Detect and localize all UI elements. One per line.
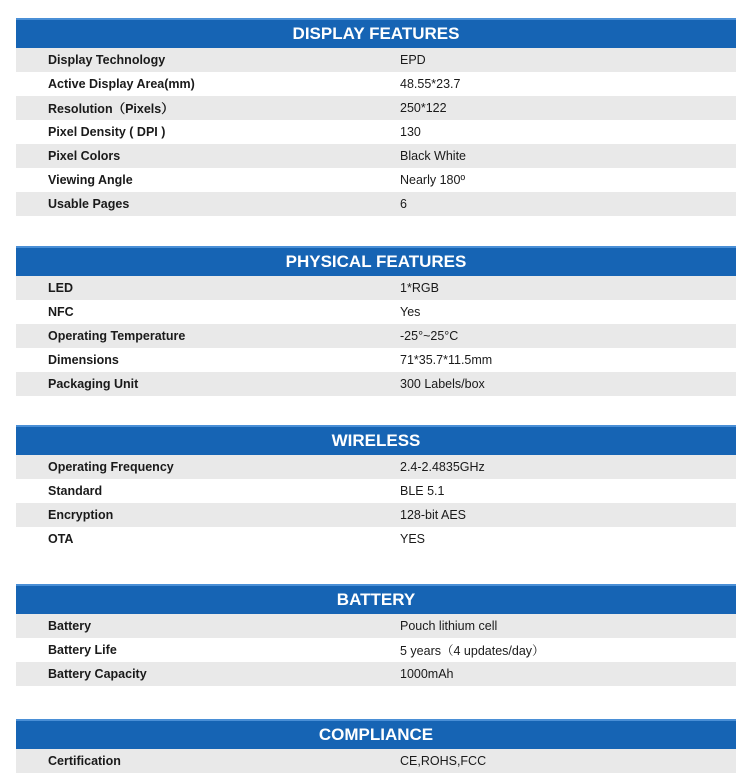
display-features-section <box>16 18 736 216</box>
spec-row <box>16 372 736 396</box>
spec-label: Viewing Angle <box>48 173 133 187</box>
spec-value: EPD <box>400 53 426 67</box>
spec-label: Operating Temperature <box>48 329 186 343</box>
spec-row <box>16 503 736 527</box>
spec-label: Certification <box>48 754 121 768</box>
spec-value: 300 Labels/box <box>400 377 485 391</box>
spec-value: Black White <box>400 149 466 163</box>
spec-label: Battery Capacity <box>48 667 147 681</box>
spec-label: Operating Frequency <box>48 460 174 474</box>
physical-features-section <box>16 246 736 396</box>
section-title: BATTERY <box>16 584 736 614</box>
spec-row <box>16 192 736 216</box>
spec-value: Nearly 180º <box>400 173 466 187</box>
spec-row <box>16 479 736 503</box>
spec-label: Dimensions <box>48 353 119 367</box>
section-title: DISPLAY FEATURES <box>16 18 736 48</box>
spec-row <box>16 638 736 662</box>
spec-label: Encryption <box>48 508 114 522</box>
spec-row <box>16 527 736 551</box>
spec-value: 2.4-2.4835GHz <box>400 460 485 474</box>
spec-value: CE,ROHS,FCC <box>400 754 487 768</box>
spec-label: Pixel Density ( DPI ) <box>48 125 166 139</box>
spec-row <box>16 662 736 686</box>
compliance-section <box>16 719 736 773</box>
spec-row <box>16 168 736 192</box>
spec-row <box>16 455 736 479</box>
section-title: COMPLIANCE <box>16 719 736 749</box>
spec-value: 48.55*23.7 <box>400 77 461 91</box>
spec-row <box>16 348 736 372</box>
spec-row <box>16 324 736 348</box>
spec-row <box>16 120 736 144</box>
spec-row <box>16 72 736 96</box>
spec-value: 71*35.7*11.5mm <box>400 353 493 367</box>
spec-value: Yes <box>400 305 421 319</box>
spec-label: Battery <box>48 619 92 633</box>
spec-label: Resolution（Pixels） <box>48 102 174 116</box>
spec-value: 1000mAh <box>400 667 454 681</box>
spec-row <box>16 614 736 638</box>
spec-label: Display Technology <box>48 53 166 67</box>
spec-value: 5 years（4 updates/day） <box>400 644 545 658</box>
spec-row <box>16 48 736 72</box>
spec-label: NFC <box>48 305 74 319</box>
spec-label: Packaging Unit <box>48 377 139 391</box>
spec-value: 6 <box>400 197 407 211</box>
spec-label: Usable Pages <box>48 197 130 211</box>
spec-row <box>16 96 736 120</box>
battery-section <box>16 584 736 686</box>
spec-value: YES <box>400 532 426 546</box>
spec-value: -25°~25°C <box>400 329 459 343</box>
spec-value: 130 <box>400 125 421 139</box>
spec-value: Pouch lithium cell <box>400 619 498 633</box>
spec-value: 1*RGB <box>400 281 439 295</box>
wireless-section <box>16 425 736 551</box>
spec-label: Active Display Area(mm) <box>48 77 195 91</box>
spec-row <box>16 749 736 773</box>
spec-label: Standard <box>48 484 103 498</box>
spec-label: Battery Life <box>48 643 117 657</box>
spec-label: Pixel Colors <box>48 149 121 163</box>
spec-row <box>16 144 736 168</box>
spec-row <box>16 276 736 300</box>
spec-value: BLE 5.1 <box>400 484 445 498</box>
section-title: WIRELESS <box>16 425 736 455</box>
spec-row <box>16 300 736 324</box>
spec-label: OTA <box>48 532 74 546</box>
spec-label: LED <box>48 281 73 295</box>
spec-value: 250*122 <box>400 101 447 115</box>
section-title: PHYSICAL FEATURES <box>16 246 736 276</box>
spec-value: 128-bit AES <box>400 508 467 522</box>
